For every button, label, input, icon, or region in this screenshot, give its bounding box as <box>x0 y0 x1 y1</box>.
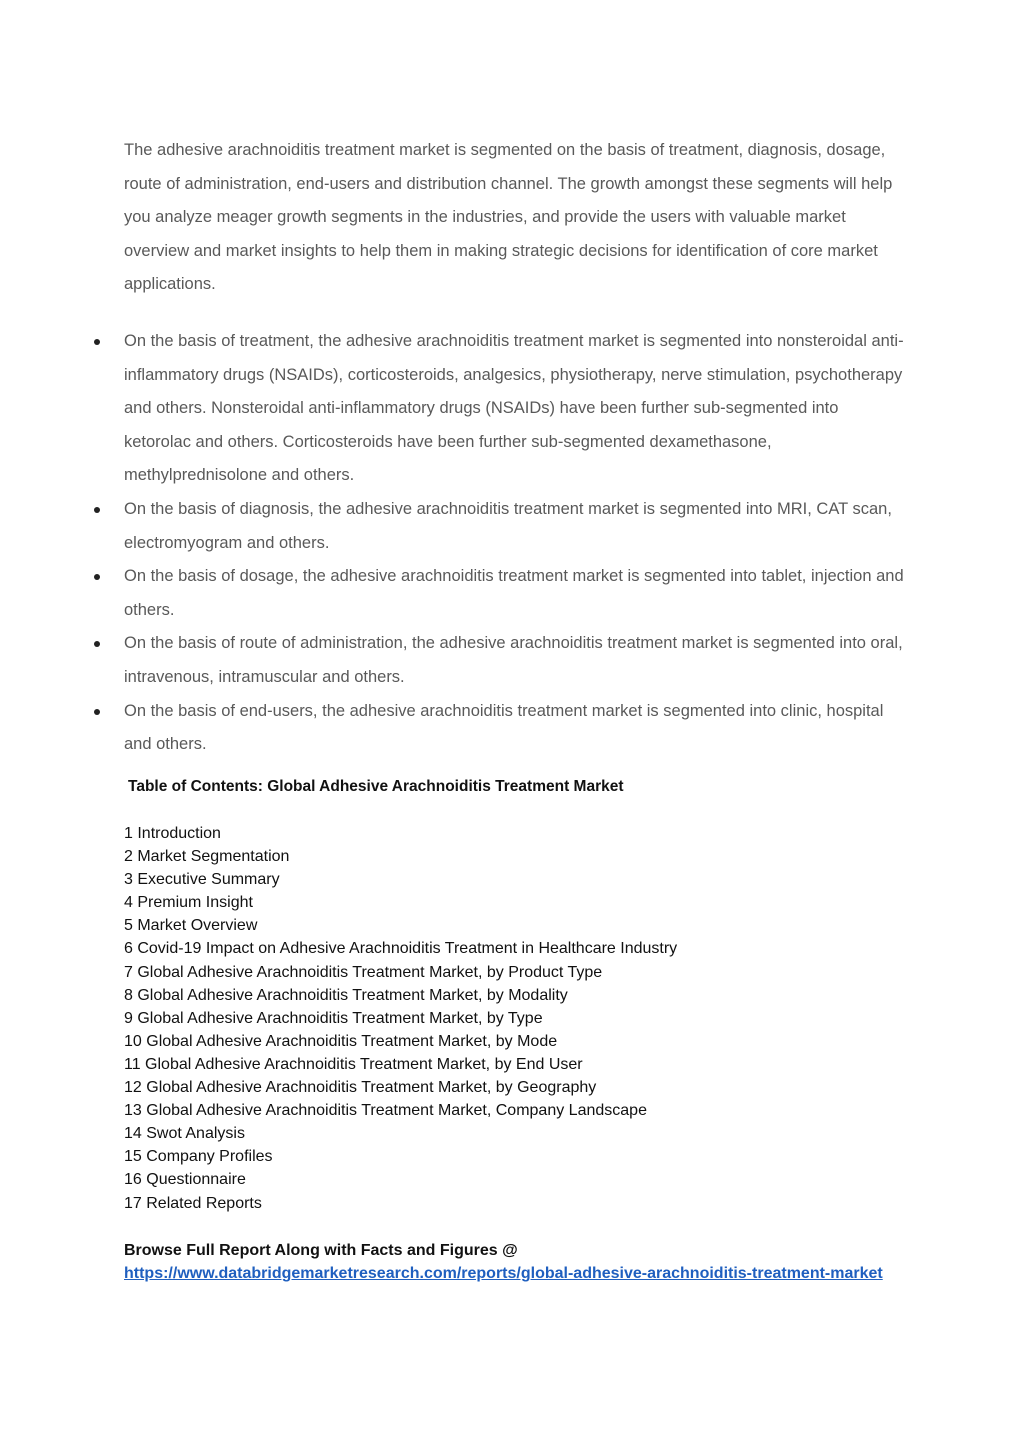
toc-heading: Table of Contents: Global Adhesive Arachnoiditis Treatment Market <box>128 778 624 795</box>
bullet-text: On the basis of dosage, the adhesive arachnoiditis treatment market is segmented into tablet, injection and others. <box>124 567 904 619</box>
report-link[interactable]: https://www.databridgemarketresearch.com/reports/global-adhesive-arachnoiditis-treatment-market <box>124 1265 883 1283</box>
bullet-icon <box>94 507 100 513</box>
bullet-item-dosage <box>124 560 904 627</box>
toc-item: 6 Covid-19 Impact on Adhesive Arachnoiditis Treatment in Healthcare Industry <box>124 940 678 958</box>
segmentation-bullet-list <box>124 325 904 762</box>
bullet-icon <box>94 339 100 345</box>
toc-item: 4 Premium Insight <box>124 894 253 912</box>
bullet-text: On the basis of route of administration, the adhesive arachnoiditis treatment market is segmented into oral, intravenous, intramuscular and others. <box>124 634 903 686</box>
intro-paragraph: The adhesive arachnoiditis treatment market is segmented on the basis of treatment, diagnosis, dosage, route of administration, end-users and distribution channel. The growth amongst these segments will help you analyze meager growth segments in the industries, and provide the users with valuable market overview and market insights to help them in making strategic decisions for identification of core market applications. <box>124 141 893 294</box>
toc-item: 17 Related Reports <box>124 1194 262 1212</box>
bullet-item-diagnosis <box>124 493 904 560</box>
bullet-icon <box>94 709 100 715</box>
toc-item: 1 Introduction <box>124 825 221 842</box>
toc-item: 8 Global Adhesive Arachnoiditis Treatment Market, by Modality <box>124 986 568 1004</box>
bullet-item-end-users <box>124 695 904 762</box>
toc-item: 2 Market Segmentation <box>124 848 290 866</box>
toc-item: 16 Questionnaire <box>124 1171 246 1189</box>
bullet-text: On the basis of end-users, the adhesive arachnoiditis treatment market is segmented into clinic, hospital and others. <box>124 701 884 754</box>
bullet-icon <box>94 574 100 580</box>
toc-item: 5 Market Overview <box>124 917 258 935</box>
bullet-text: On the basis of diagnosis, the adhesive arachnoiditis treatment market is segmented into MRI, CAT scan, electromyogram and others. <box>124 499 892 552</box>
browse-report-section <box>124 1239 914 1286</box>
bullet-text: On the basis of treatment, the adhesive arachnoiditis treatment market is segmented into nonsteroidal anti-inflammatory drugs (NSAIDs), corticosteroids, analgesics, physiotherapy, nerve stimulation, psychotherapy and others. Nonsteroidal anti-inflammatory drugs (NSAIDs) have been further sub-segmented into ketorolac and others. Corticosteroids have been further sub-segmented dexamethasone, methylprednisolone and others. <box>124 332 904 485</box>
toc-list <box>124 822 677 1215</box>
toc-item: 11 Global Adhesive Arachnoiditis Treatment Market, by End User <box>124 1055 583 1073</box>
toc-item: 15 Company Profiles <box>124 1148 273 1166</box>
bullet-item-treatment <box>124 325 904 493</box>
bullet-icon <box>94 641 100 647</box>
browse-label: Browse Full Report Along with Facts and Figures @ <box>124 1242 518 1259</box>
toc-item: 9 Global Adhesive Arachnoiditis Treatment Market, by Type <box>124 1009 543 1027</box>
toc-item: 10 Global Adhesive Arachnoiditis Treatment Market, by Mode <box>124 1032 558 1050</box>
toc-item: 12 Global Adhesive Arachnoiditis Treatment Market, by Geography <box>124 1079 597 1097</box>
toc-item: 14 Swot Analysis <box>124 1125 245 1143</box>
bullet-item-route <box>124 627 904 694</box>
toc-item: 13 Global Adhesive Arachnoiditis Treatment Market, Company Landscape <box>124 1102 647 1120</box>
toc-item: 7 Global Adhesive Arachnoiditis Treatment Market, by Product Type <box>124 963 603 981</box>
toc-item: 3 Executive Summary <box>124 871 280 889</box>
